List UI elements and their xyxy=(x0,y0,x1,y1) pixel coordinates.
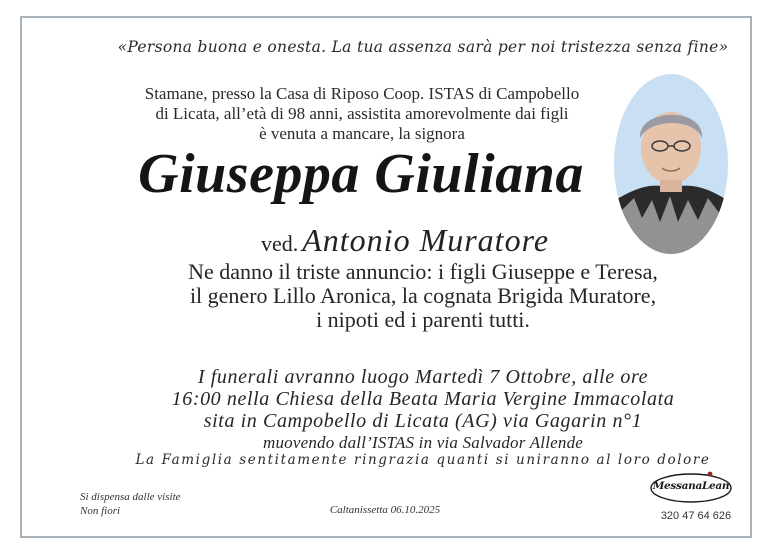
widow-prefix: ved. xyxy=(260,231,299,256)
intro-text xyxy=(112,84,612,144)
family-thanks: La Famiglia sentitamente ringrazia quanti si uniranno al loro dolore xyxy=(135,452,711,468)
funeral-line: muovendo dall’ISTAS in via Salvador Allende xyxy=(262,433,584,452)
intro-line: è venuta a mancare, la signora xyxy=(259,124,465,143)
footer-notes xyxy=(80,490,181,518)
deceased-name: Giuseppa Giuliana xyxy=(138,143,584,205)
funeral-home-logo xyxy=(648,470,734,508)
footer-note: Non fiori xyxy=(80,505,121,517)
funeral-details xyxy=(112,366,734,454)
husband-name: Antonio Muratore xyxy=(302,222,550,258)
funeral-line: sita in Campobello di Licata (AG) via Gagarin n°1 xyxy=(203,410,643,432)
place-date: Caltanissetta 06.10.2025 xyxy=(329,504,441,516)
announcement-line: i nipoti ed i parenti tutti. xyxy=(316,307,530,332)
portrait-photo-icon xyxy=(612,72,730,256)
phone-number: 320 47 64 626 xyxy=(660,510,732,522)
announcement-line: il genero Lillo Aronica, la cognata Brigida Muratore, xyxy=(189,283,657,308)
widow-line xyxy=(190,222,620,259)
funeral-line: I funerali avranno luogo Martedì 7 Ottobre, alle ore xyxy=(197,366,649,388)
announcement xyxy=(112,260,734,332)
intro-line: Stamane, presso la Casa di Riposo Coop. ISTAS di Campobello xyxy=(144,84,580,103)
funeral-line: 16:00 nella Chiesa della Beata Maria Vergine Immacolata xyxy=(171,388,675,410)
footer-note: Si dispensa dalle visite xyxy=(80,491,181,503)
memorial-quote: «Persona buona e onesta. La tua assenza sarà per noi tristezza senza fine» xyxy=(117,38,729,56)
logo-text: MessanaLean xyxy=(652,480,730,492)
announcement-line: Ne danno il triste annuncio: i figli Giuseppe e Teresa, xyxy=(188,259,658,284)
intro-line: di Licata, all’età di 98 anni, assistita amorevolmente dai figli xyxy=(155,104,569,123)
